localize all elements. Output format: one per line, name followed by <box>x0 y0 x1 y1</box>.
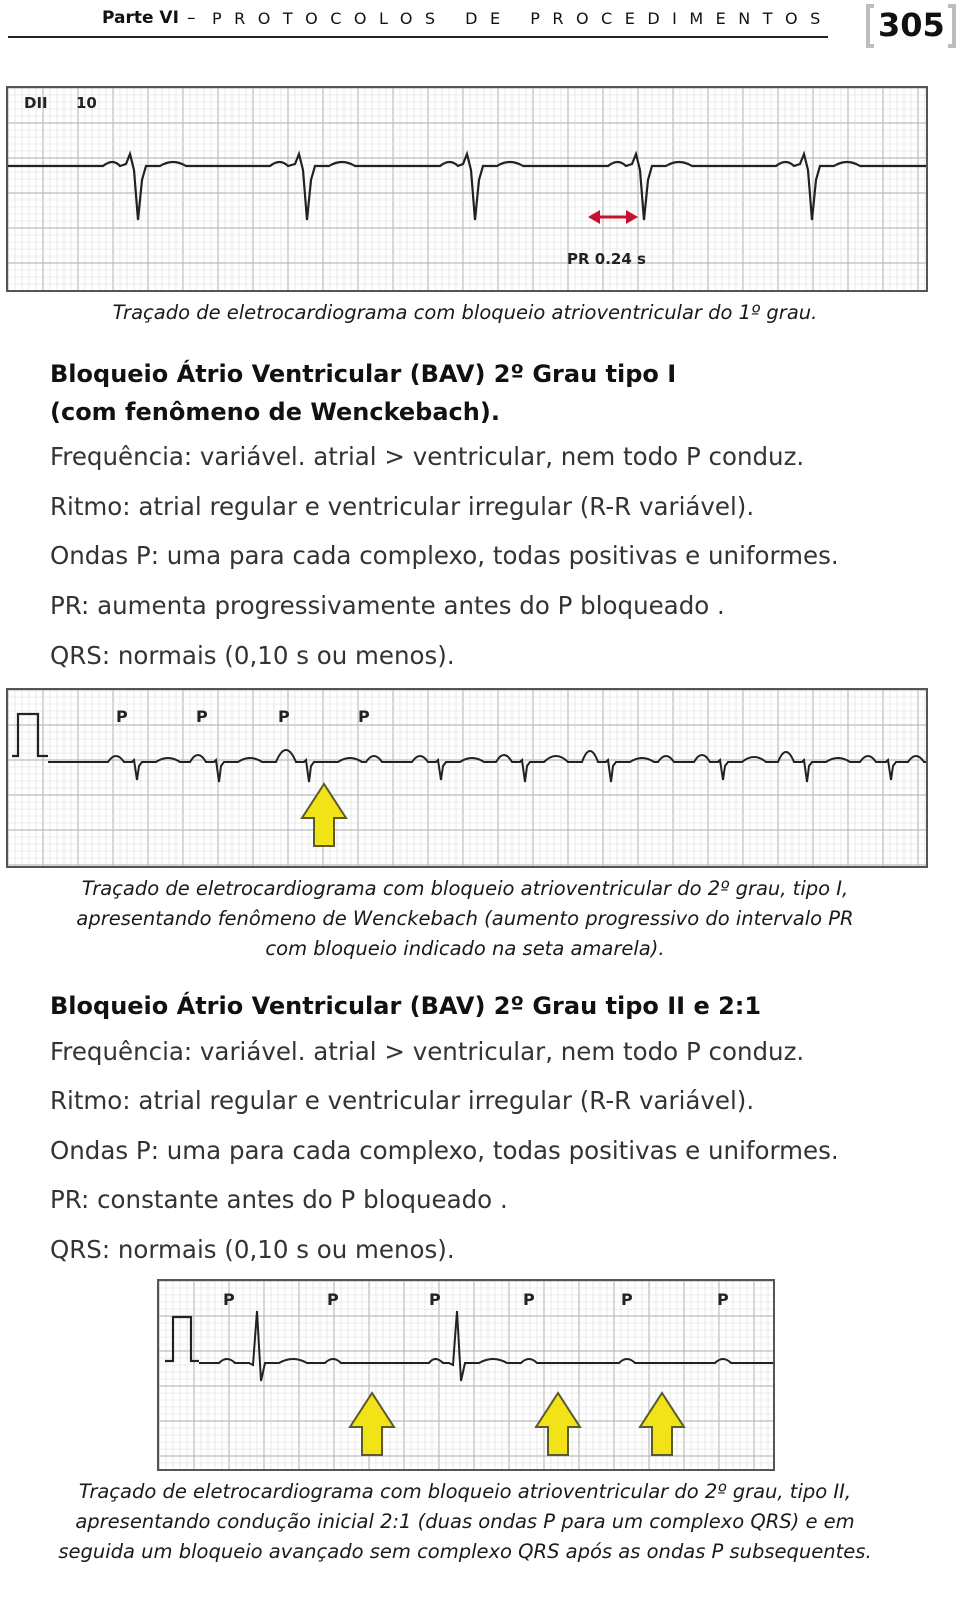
bracket-left <box>866 4 874 48</box>
p3-label-2: P <box>327 1290 339 1309</box>
p3-label-6: P <box>717 1290 729 1309</box>
figure3-caption <box>0 1477 930 1567</box>
section1-heading-line1: Bloqueio Átrio Ventricular (BAV) 2º Grau tipo I <box>50 360 677 388</box>
ecg2-trace <box>48 750 926 782</box>
blocked-p-arrow-1 <box>350 1393 394 1455</box>
lead-label: DII <box>24 94 48 112</box>
header-dash: – <box>187 8 196 28</box>
section1-heading-line2: (com fenômeno de Wenckebach). <box>50 398 500 426</box>
p3-label-4: P <box>523 1290 535 1309</box>
header-rule <box>8 36 828 38</box>
part-title: PROTOCOLOS DE PROCEDIMENTOS <box>212 9 833 28</box>
p-label-1: P <box>116 707 128 726</box>
ecg-strip-mobitz-ii <box>157 1279 775 1471</box>
section1-line-qrs: QRS: normais (0,10 s ou menos). <box>50 641 455 670</box>
section2-line-frequency: Frequência: variável. atrial > ventricular, nem todo P conduz. <box>50 1037 805 1066</box>
section1-line-pr: PR: aumenta progressivamente antes do P bloqueado . <box>50 591 725 620</box>
ecg-strip-first-degree <box>6 86 928 292</box>
figure3-caption-line1: Traçado de eletrocardiograma com bloqueio atrioventricular do 2º grau, tipo II, <box>78 1480 852 1503</box>
page-header <box>0 0 960 50</box>
bracket-right <box>948 4 956 48</box>
p3-label-5: P <box>621 1290 633 1309</box>
ecg-strip-wenckebach <box>6 688 928 868</box>
ecg3-grid <box>159 1281 773 1469</box>
section2-line-pr: PR: constante antes do P bloqueado . <box>50 1185 508 1214</box>
gain-label: 10 <box>76 94 97 112</box>
ecg2-grid <box>8 690 926 866</box>
section1-line-frequency: Frequência: variável. atrial > ventricular, nem todo P conduz. <box>50 442 805 471</box>
ecg3-svg <box>159 1281 773 1469</box>
figure3-caption-line3: seguida um bloqueio avançado sem complexo QRS após as ondas P subsequentes. <box>58 1540 872 1563</box>
ecg2-svg <box>8 690 926 866</box>
section2-line-rhythm: Ritmo: atrial regular e ventricular irregular (R-R variável). <box>50 1086 755 1115</box>
ecg1-grid <box>8 88 926 290</box>
figure2-caption-line2: apresentando fenômeno de Wenckebach (aumento progressivo do intervalo PR <box>76 907 854 930</box>
blocked-p-arrow-3 <box>640 1393 684 1455</box>
figure1-caption-text: Traçado de eletrocardiograma com bloqueio atrioventricular do 1º grau. <box>112 301 818 324</box>
pr-label: PR 0.24 s <box>567 250 646 268</box>
figure2-caption <box>0 874 930 964</box>
page-number: 305 <box>878 6 945 44</box>
p-label-4: P <box>358 707 370 726</box>
figure1-caption <box>0 298 930 328</box>
section2-heading: Bloqueio Átrio Ventricular (BAV) 2º Grau tipo II e 2:1 <box>50 992 762 1020</box>
section1-line-rhythm: Ritmo: atrial regular e ventricular irregular (R-R variável). <box>50 492 755 521</box>
pr-double-arrow <box>588 210 638 224</box>
figure2-caption-line3: com bloqueio indicado na seta amarela). <box>265 937 665 960</box>
figure3-caption-line2: apresentando condução inicial 2:1 (duas ondas P para um complexo QRS) e em <box>75 1510 855 1533</box>
page-number-box <box>866 4 956 48</box>
p-label-3: P <box>278 707 290 726</box>
p3-label-3: P <box>429 1290 441 1309</box>
part-label: Parte VI <box>102 8 179 28</box>
p-label-2: P <box>196 707 208 726</box>
section2-line-pwaves: Ondas P: uma para cada complexo, todas positivas e uniformes. <box>50 1136 839 1165</box>
figure2-caption-line1: Traçado de eletrocardiograma com bloqueio atrioventricular do 2º grau, tipo I, <box>81 877 849 900</box>
p3-label-1: P <box>223 1290 235 1309</box>
section2-line-qrs: QRS: normais (0,10 s ou menos). <box>50 1235 455 1264</box>
blocked-p-arrow-2 <box>536 1393 580 1455</box>
ecg1-svg <box>8 88 926 290</box>
section1-line-pwaves: Ondas P: uma para cada complexo, todas positivas e uniformes. <box>50 541 839 570</box>
ecg1-trace <box>8 154 926 220</box>
